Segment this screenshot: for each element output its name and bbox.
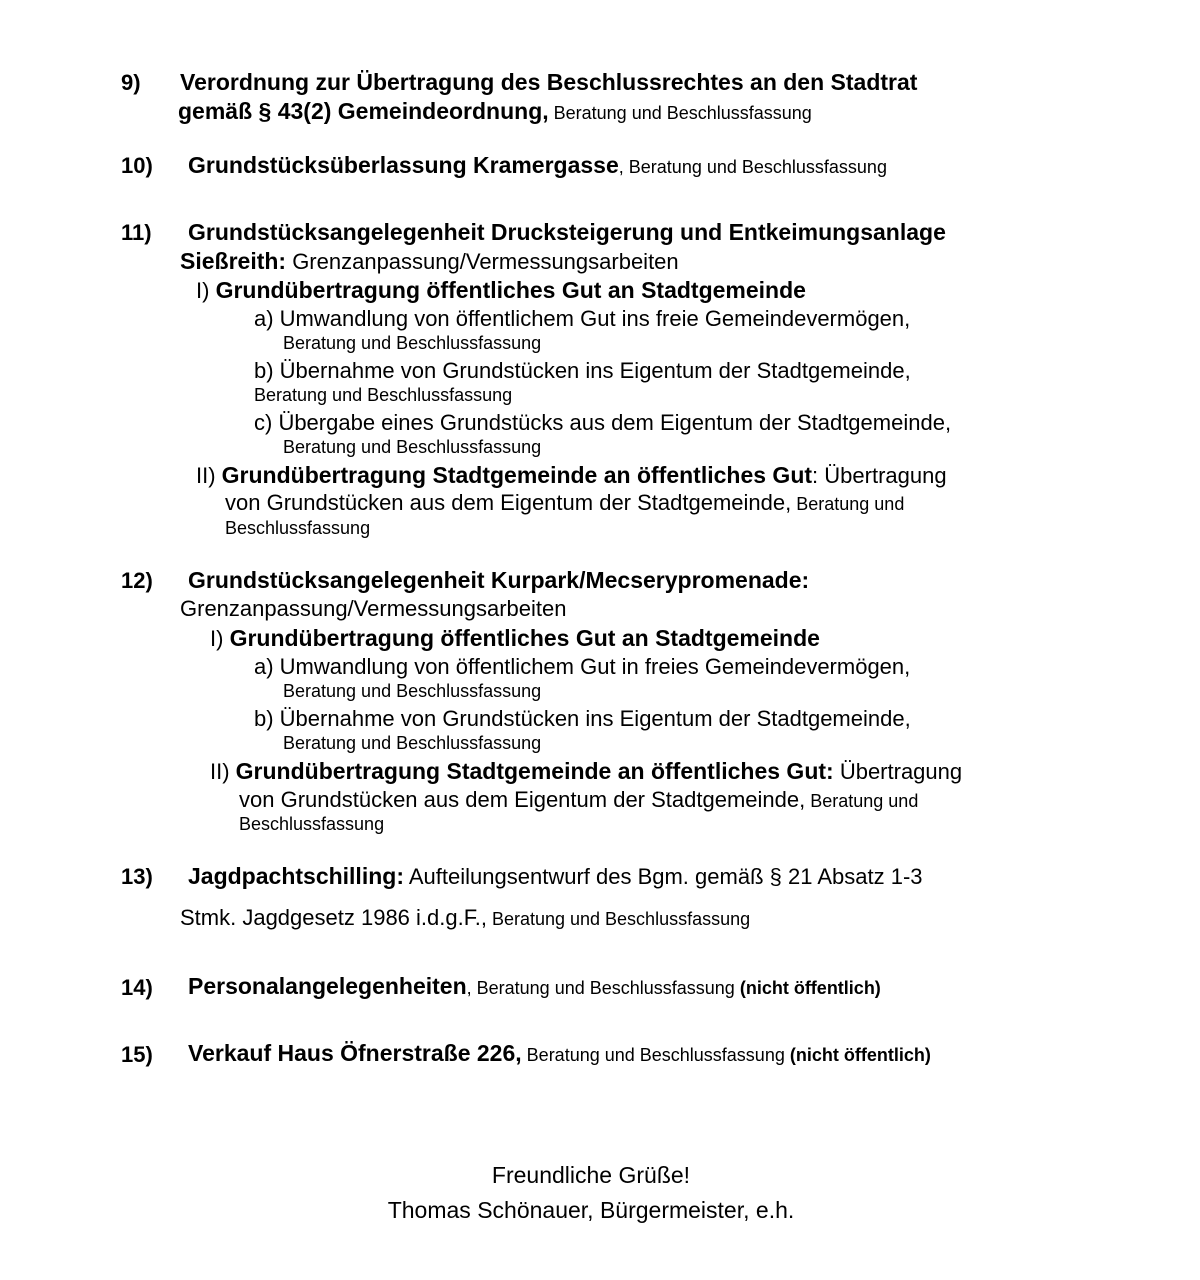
item-11-section-II-prefix: II): [196, 463, 222, 488]
item-11-section-II-text: von Grundstücken aus dem Eigentum der Stadtgemeinde,: [225, 490, 792, 515]
item-12-sub-a-note: Beratung und Beschlussfassung: [283, 681, 542, 701]
item-9-number: 9): [121, 70, 141, 95]
item-12-section-I-prefix: I): [210, 626, 230, 651]
item-11-sub-c: c) Übergabe eines Grundstücks aus dem Eigentum der Stadtgemeinde,: [254, 410, 952, 435]
item-12-section-II-line3: Beschlussfassung: [239, 814, 385, 834]
item-11-section-II: [196, 464, 947, 487]
item-11-section-II-tail: : Übertragung: [812, 463, 947, 488]
item-12-section-II-prefix: II): [210, 759, 236, 784]
item-12-section-II-tail: Übertragung: [833, 759, 963, 784]
item-11-sub-c-note: Beratung und Beschlussfassung: [283, 437, 542, 457]
item-11-section-II-line2: [225, 492, 904, 514]
item-10-title: Grundstücksüberlassung Kramergasse: [188, 152, 619, 178]
item-10-number: 10): [121, 153, 153, 178]
item-11-sub-b-note: Beratung und Beschlussfassung: [254, 385, 513, 405]
item-11-section-II-title: Grundübertragung Stadtgemeinde an öffentliches Gut: [221, 462, 813, 488]
item-12-number: 12): [121, 568, 153, 593]
item-11-sub-a-note: Beratung und Beschlussfassung: [283, 333, 542, 353]
item-12-section-II-title: Grundübertragung Stadtgemeinde an öffentliches Gut:: [235, 758, 834, 784]
item-10-note: , Beratung und Beschlussfassung: [618, 157, 887, 177]
item-12-section-I-title: Grundübertragung öffentliches Gut an Stadtgemeinde: [229, 625, 820, 651]
item-9-note: Beratung und Beschlussfassung: [548, 103, 812, 123]
item-13-law: Stmk. Jagdgesetz 1986 i.d.g.F.,: [180, 905, 487, 930]
item-11-section-I-title: Grundübertragung öffentliches Gut an Stadtgemeinde: [215, 277, 806, 303]
item-12-section-I: [210, 627, 820, 650]
item-11-section-I-prefix: I): [196, 278, 216, 303]
item-12-section-II: [210, 760, 962, 783]
item-14-note: , Beratung und Beschlussfassung: [466, 978, 740, 998]
footer-greeting: Freundliche Grüße!: [491, 1162, 691, 1188]
item-15-title: Verkauf Haus Öfnerstraße 226,: [188, 1040, 522, 1066]
item-12-section-II-text: von Grundstücken aus dem Eigentum der Stadtgemeinde,: [239, 787, 806, 812]
item-13-line1: [188, 865, 923, 888]
item-12-subtitle: Grenzanpassung/Vermessungsarbeiten: [180, 596, 567, 621]
item-13-text: Aufteilungsentwurf des Bgm. gemäß § 21 Absatz 1-3: [403, 864, 923, 889]
item-11-place: Sießreith:: [180, 248, 287, 274]
item-12-section-II-note: Beratung und: [805, 791, 919, 811]
item-11-sub-a: a) Umwandlung von öffentlichem Gut ins freie Gemeindevermögen,: [254, 306, 911, 331]
item-10-line: [188, 154, 887, 177]
item-14-line: [188, 975, 881, 998]
item-13-line2: [180, 907, 750, 929]
item-9-ref: gemäß § 43(2) Gemeindeordnung,: [178, 98, 549, 124]
item-13-title: Jagdpachtschilling:: [188, 863, 404, 889]
item-12-sub-b-note: Beratung und Beschlussfassung: [283, 733, 542, 753]
item-12-title: Grundstücksangelegenheit Kurpark/Mecserypromenade:: [188, 567, 810, 593]
item-11-section-I: [196, 279, 806, 302]
item-15-line: [188, 1042, 931, 1065]
item-9-line2: [178, 100, 812, 123]
footer-signature: Thomas Schönauer, Bürgermeister, e.h.: [387, 1197, 795, 1223]
item-14-number: 14): [121, 975, 153, 1000]
item-15-note: Beratung und Beschlussfassung: [521, 1045, 790, 1065]
item-13-number: 13): [121, 864, 153, 889]
item-13-note: Beratung und Beschlussfassung: [486, 909, 751, 929]
item-14-title: Personalangelegenheiten: [188, 973, 467, 999]
item-11-line2: [180, 250, 679, 273]
item-15-nonpublic: (nicht öffentlich): [789, 1045, 931, 1065]
item-12-section-II-line2: [239, 789, 918, 811]
item-11-number: 11): [121, 220, 152, 245]
item-15-number: 15): [121, 1042, 153, 1067]
item-11-sub-b: b) Übernahme von Grundstücken ins Eigentum der Stadtgemeinde,: [254, 358, 911, 383]
item-11-title: Grundstücksangelegenheit Drucksteigerung und Entkeimungsanlage: [188, 219, 946, 245]
item-12-sub-b: b) Übernahme von Grundstücken ins Eigentum der Stadtgemeinde,: [254, 706, 911, 731]
item-11-section-II-note: Beratung und: [791, 494, 905, 514]
item-11-subtitle: Grenzanpassung/Vermessungsarbeiten: [286, 249, 679, 274]
item-9-title: Verordnung zur Übertragung des Beschlussrechtes an den Stadtrat: [180, 69, 918, 95]
item-12-sub-a: a) Umwandlung von öffentlichem Gut in freies Gemeindevermögen,: [254, 654, 911, 679]
item-11-section-II-line3: Beschlussfassung: [225, 518, 371, 538]
item-14-nonpublic: (nicht öffentlich): [739, 978, 881, 998]
